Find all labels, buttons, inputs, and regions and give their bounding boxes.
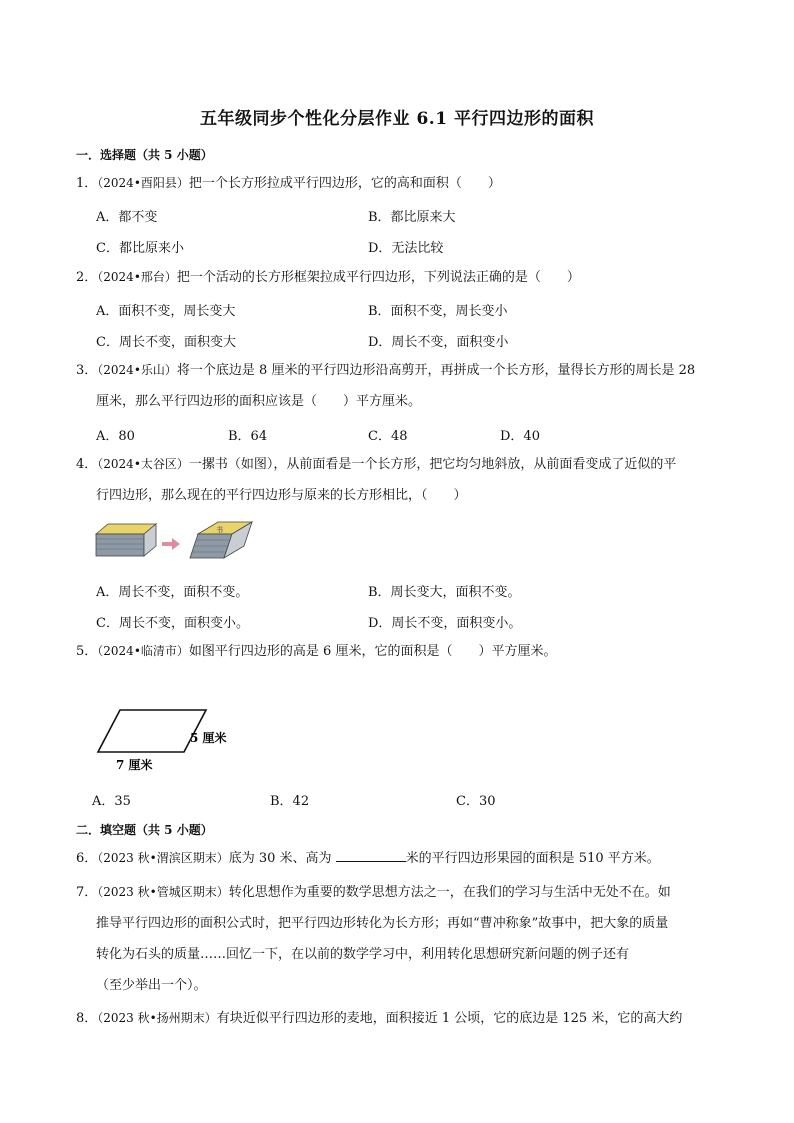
question-number: 8． — [76, 1011, 98, 1026]
arrow-right-icon — [162, 538, 180, 550]
question-source: （2024•邢台） — [97, 270, 177, 284]
question-text-line1: 转化思想作为重要的数学思想方法之一，在我们的学习与生活中无处不在。如 — [228, 885, 671, 900]
question-source: （2023 秋•管城区期末） — [97, 885, 229, 899]
question-1 — [76, 168, 721, 199]
q3-option-c: C．48 — [368, 429, 408, 444]
q2-option-b: B．面积不变，周长变小 — [368, 304, 508, 319]
question-8 — [76, 1003, 721, 1034]
book-stack-figure — [94, 520, 256, 562]
question-text: 如图平行四边形的高是 6 厘米，它的面积是（ ）平方厘米。 — [188, 644, 557, 659]
q1-option-d: D．无法比较 — [368, 241, 444, 256]
q4-option-d: D．周长不变，面积变小。 — [368, 616, 522, 631]
question-number: 7． — [76, 885, 98, 900]
q5-option-b: B．42 — [270, 794, 310, 809]
q4-option-a: A．周长不变，面积不变。 — [96, 585, 249, 600]
question-2 — [76, 262, 721, 293]
q5-option-c: C．30 — [456, 794, 496, 809]
question-7-line4: （至少举出一个）。 — [96, 978, 207, 993]
question-7 — [76, 877, 721, 908]
question-text: 把一个活动的长方形框架拉成平行四边形，下列说法正确的是（ ） — [176, 270, 580, 285]
q4-option-b: B．周长变大，面积不变。 — [368, 585, 521, 600]
question-6 — [76, 843, 721, 874]
question-text-line1: 将一个底边是 8 厘米的平行四边形沿高剪开，再拼成一个长方形，量得长方形的周长是 28 — [176, 363, 696, 378]
question-3-line2: 厘米，那么平行四边形的面积应该是（ ）平方厘米。 — [96, 394, 422, 409]
book-stack-slanted — [190, 522, 252, 558]
question-number: 3． — [76, 363, 98, 378]
q2-option-c: C．周长不变，面积变大 — [96, 335, 236, 350]
question-number: 5． — [76, 644, 98, 659]
question-text: 把一个长方形拉成平行四边形，它的高和面积（ ） — [188, 176, 501, 191]
parallelogram-base-label: 7 厘米 — [116, 758, 153, 772]
question-source: （2023 秋•渭滨区期末） — [97, 851, 229, 865]
question-text: 有块近似平行四边形的麦地，面积接近 1 公顷，它的底边是 125 米，它的高大约 — [216, 1011, 683, 1026]
question-3 — [76, 355, 721, 386]
q3-option-b: B．64 — [228, 429, 268, 444]
question-7-line2: 推导平行四边形的面积公式时，把平行四边形转化为长方形；再如“曹冲称象”故事中，把大象的质量 — [96, 916, 669, 931]
q1-option-c: C．都比原来小 — [96, 241, 184, 256]
section-heading-choice: 一．选择题（共 5 小题） — [76, 148, 213, 162]
q1-option-a: A．都不变 — [96, 210, 158, 225]
parallelogram-figure — [92, 706, 242, 776]
question-number: 4． — [76, 457, 98, 472]
page-title: 五年级同步个性化分层作业 6.1 平行四边形的面积 — [200, 109, 594, 129]
question-text-b: 米的平行四边形果园的面积是 510 平方米。 — [405, 851, 660, 866]
q1-option-b: B．都比原来大 — [368, 210, 456, 225]
answer-blank[interactable] — [336, 849, 406, 862]
question-source: （2024•太谷区） — [97, 457, 189, 471]
parallelogram-side-label: 5 厘米 — [190, 731, 227, 745]
book-cover-mark: 书 — [216, 526, 223, 534]
question-source: （2024•酉阳县） — [97, 176, 189, 190]
question-5 — [76, 636, 721, 667]
q2-option-d: D．周长不变，面积变小 — [368, 335, 509, 350]
question-4-line2: 行四边形，那么现在的平行四边形与原来的长方形相比，（ ） — [96, 488, 467, 503]
question-number: 6． — [76, 851, 98, 866]
q3-option-d: D．40 — [500, 429, 540, 444]
question-text-line1: 一摞书（如图），从前面看是一个长方形，把它均匀地斜放，从前面看变成了近似的平 — [188, 457, 677, 472]
question-source: （2024•临清市） — [97, 644, 189, 658]
question-source: （2024•乐山） — [97, 363, 177, 377]
section-heading-fill: 二．填空题（共 5 小题） — [76, 823, 213, 837]
q2-option-a: A．面积不变，周长变大 — [96, 304, 236, 319]
q5-option-a: A．35 — [92, 794, 131, 809]
question-7-line3: 转化为石头的质量……回忆一下，在以前的数学学习中，利用转化思想研究新问题的例子还有 — [96, 947, 630, 962]
question-4 — [76, 449, 721, 480]
question-source: （2023 秋•扬州期末） — [97, 1011, 217, 1025]
question-text-a: 底为 30 米、高为 — [228, 851, 336, 866]
question-number: 1． — [76, 176, 98, 191]
q4-option-c: C．周长不变，面积变小。 — [96, 616, 249, 631]
book-stack-straight — [96, 524, 156, 556]
question-number: 2． — [76, 270, 98, 285]
q3-option-a: A．80 — [96, 429, 135, 444]
